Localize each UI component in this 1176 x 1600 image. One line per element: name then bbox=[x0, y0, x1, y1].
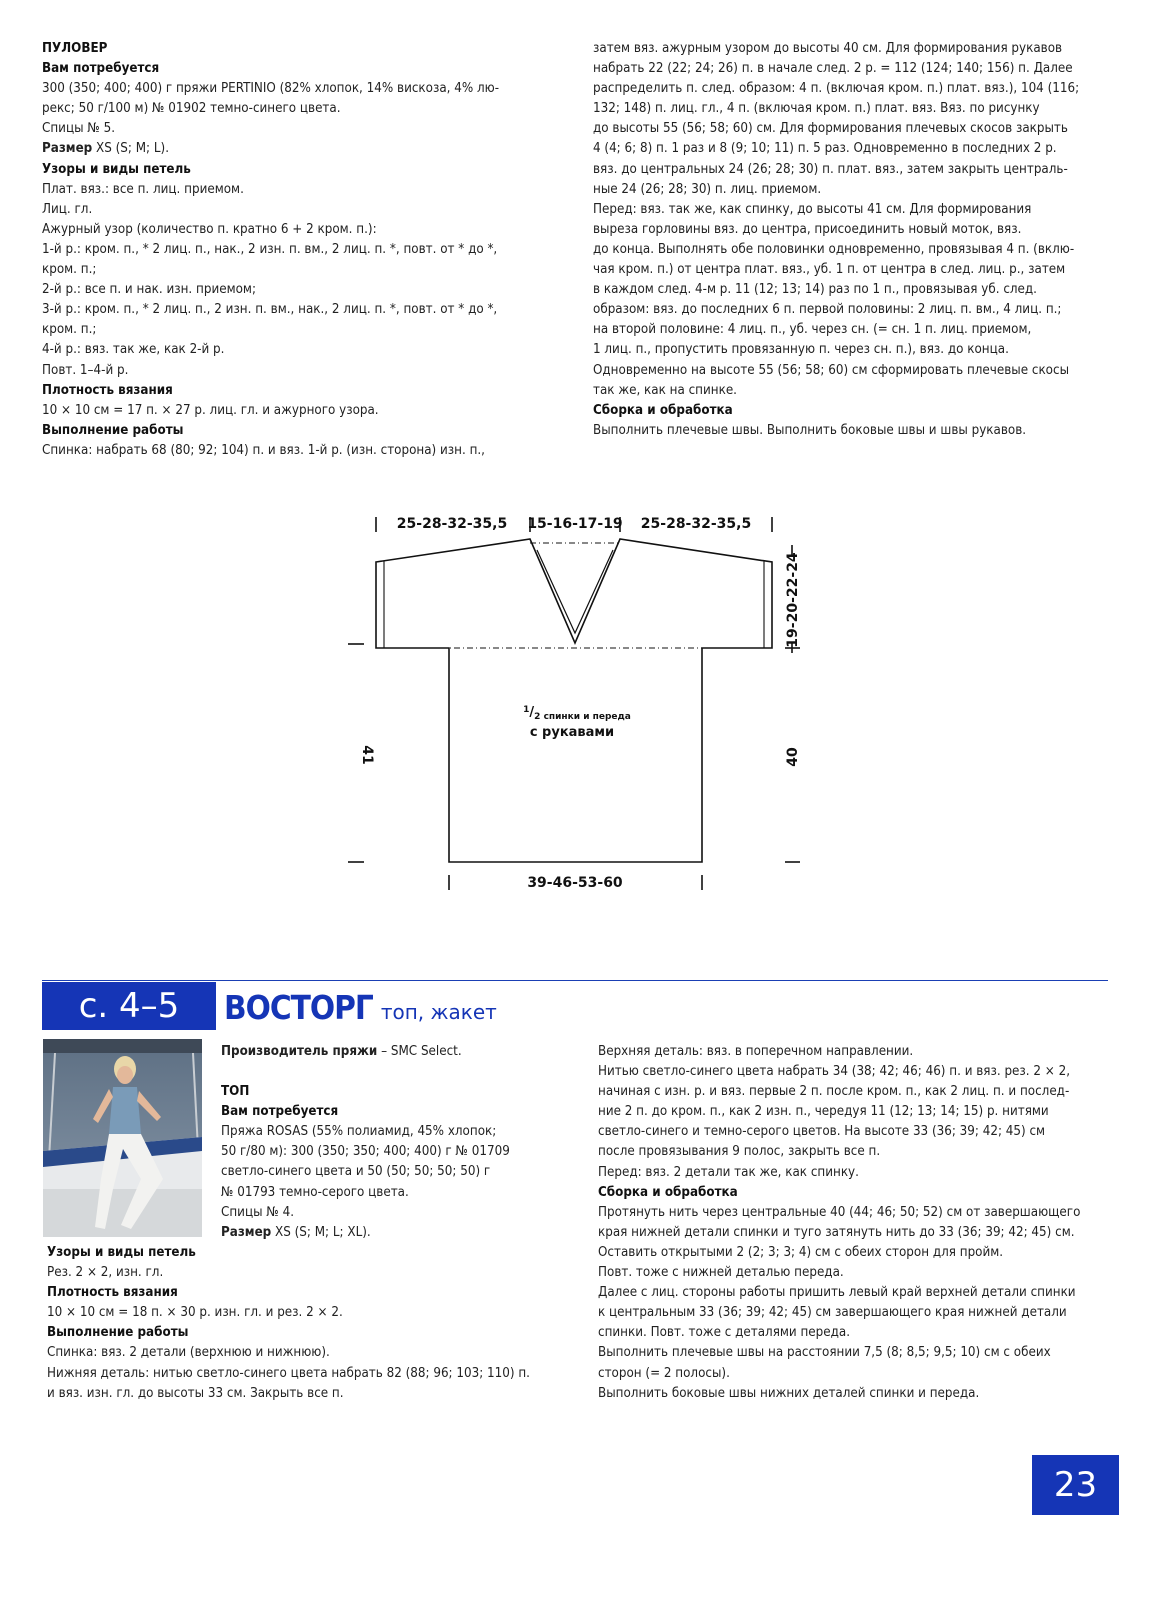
text-line: в каждом след. 4-м р. 11 (12; 13; 14) раз по 1 п., провязывая уб. след. bbox=[593, 282, 1037, 298]
text-line: набрать 22 (22; 24; 26) п. в начале след. 2 р. = 112 (124; 140; 156) п. Далее bbox=[593, 61, 1073, 77]
text-line: вяз. до центральных 24 (26; 28; 30) п. плат. вяз., затем закрыть централь- bbox=[593, 161, 1068, 177]
text-line: 300 (350; 400; 400) г пряжи PERTINIO (82% хлопок, 14% вискоза, 4% лю- bbox=[42, 81, 500, 97]
text-line: Оставить открытыми 2 (2; 3; 3; 4) см с обеих сторон для пройм. bbox=[598, 1244, 1004, 1260]
heading: ПУЛОВЕР bbox=[42, 41, 108, 56]
dim-top-mid: 15-16-17-19 bbox=[527, 516, 623, 532]
text-line: края нижней детали спинки и туго затянуть нить до 33 (36; 39; 42; 45) см. bbox=[598, 1224, 1075, 1240]
text-line: Нитью светло-синего цвета набрать 34 (38; 42; 46; 46) п. и вяз. рез. 2 × 2, bbox=[598, 1064, 1071, 1080]
text-line: рекс; 50 г/100 м) № 01902 темно-синего цвета. bbox=[42, 101, 341, 117]
text-line: до высоты 55 (56; 58; 60) см. Для формирования плечевых скосов закрыть bbox=[593, 121, 1068, 137]
text-line: чая кром. п.) от центра плат. вяз., уб. 1 п. от центра в след. лиц. р., затем bbox=[593, 262, 1066, 278]
page-ref-badge: с. 4–5 bbox=[42, 982, 216, 1030]
text-line: светло-синего и темно-серого цветов. На высоте 33 (36; 39; 42; 45) см bbox=[598, 1124, 1046, 1140]
text-line: затем вяз. ажурным узором до высоты 40 см. Для формирования рукавов bbox=[593, 41, 1063, 56]
subheading: Выполнение работы bbox=[47, 1325, 189, 1341]
text-line: Ажурный узор (количество п. кратно 6 + 2 кром. п.): bbox=[42, 221, 377, 237]
dim-top-left: 25-28-32-35,5 bbox=[396, 516, 508, 532]
subheading: Сборка и обработка bbox=[598, 1184, 738, 1200]
text-line: Одновременно на высоте 55 (56; 58; 60) см сформировать плечевые скосы bbox=[593, 362, 1070, 378]
text-line: Спицы № 5. bbox=[42, 121, 115, 137]
spacer bbox=[221, 1062, 581, 1082]
heading: ТОП bbox=[221, 1084, 250, 1100]
dim-bottom: 39-46-53-60 bbox=[527, 875, 623, 891]
text-line: начиная с изн. р. и вяз. первые 2 п. после кром. п., как 2 лиц. п. и послед- bbox=[598, 1084, 1070, 1100]
label: Производитель пряжи bbox=[221, 1044, 378, 1059]
dim-left-height: 41 bbox=[359, 745, 375, 765]
label: Размер bbox=[42, 141, 93, 157]
text-line: 1-й р.: кром. п., * 2 лиц. п., нак., 2 изн. п. вм., 2 лиц. п. *, повт. от * до *, bbox=[42, 241, 498, 257]
label: Размер bbox=[221, 1224, 272, 1240]
schema-drawing bbox=[340, 505, 820, 905]
text-line: на второй половине: 4 лиц. п., уб. через сн. (= сн. 1 п. лиц. приемом, bbox=[593, 322, 1032, 338]
text-line: 4-й р.: вяз. так же, как 2-й р. bbox=[42, 342, 225, 358]
value: – SMC Select. bbox=[377, 1044, 462, 1059]
subheading: Узоры и виды петель bbox=[47, 1245, 196, 1260]
text-line: ные 24 (26; 28; 30) п. лиц. приемом. bbox=[593, 181, 822, 197]
subheading: Сборка и обработка bbox=[593, 402, 733, 418]
subheading: Плотность вязания bbox=[47, 1285, 178, 1301]
text-line: Повт. 1–4-й р. bbox=[42, 362, 129, 378]
text-line: распределить п. след. образом: 4 п. (включая кром. п.) плат. вяз.), 104 (116; bbox=[593, 81, 1080, 97]
text-line: ние 2 п. до кром. п., как 2 изн. п., чередуя 11 (12; 13; 14; 15) р. нитями bbox=[598, 1104, 1049, 1120]
text-line: кром. п.; bbox=[42, 262, 97, 278]
text-line: к центральным 33 (36; 39; 42; 45) см завершающего края нижней детали bbox=[598, 1305, 1067, 1321]
text-line: после провязывания 9 полос, закрыть все п. bbox=[598, 1144, 881, 1160]
text-line: Далее с лиц. стороны работы пришить левый край верхней детали спинки bbox=[598, 1285, 1076, 1301]
text-line: 132; 148) п. лиц. гл., 4 п. (включая кром. п.) плат. вяз. Вяз. по рисунку bbox=[593, 101, 1040, 117]
text-line: выреза горловины вяз. до центра, присоединить новый моток, вяз. bbox=[593, 221, 1022, 237]
text-line: спинки. Повт. тоже с деталями переда. bbox=[598, 1325, 851, 1341]
text-line: Рез. 2 × 2, изн. гл. bbox=[47, 1265, 164, 1281]
text-line bbox=[221, 1042, 581, 1062]
text-line: 4 (4; 6; 8) п. 1 раз и 8 (9; 10; 11) п. 5 раз. Одновременно в последних 2 р. bbox=[593, 141, 1057, 157]
text-line: 10 × 10 см = 17 п. × 27 р. лиц. гл. и ажурного узора. bbox=[42, 402, 379, 418]
dim-right-height: 40 bbox=[785, 747, 801, 767]
text-line: светло-синего цвета и 50 (50; 50; 50; 50) г bbox=[221, 1164, 491, 1180]
subtitle: топ, жакет bbox=[380, 1000, 497, 1024]
value: XS (S; M; L). bbox=[92, 141, 170, 157]
pattern-schema bbox=[340, 505, 820, 905]
text-line: и вяз. изн. гл. до высоты 33 см. Закрыть все п. bbox=[47, 1385, 344, 1401]
page-number: 23 bbox=[1032, 1455, 1119, 1515]
text-line: Выполнить боковые швы нижних деталей спинки и переда. bbox=[598, 1385, 980, 1401]
text-line: 1 лиц. п., пропустить провязанную п. через сн. п.), вяз. до конца. bbox=[593, 342, 1009, 358]
text-line: Спицы № 4. bbox=[221, 1204, 294, 1220]
text-line: Пряжа ROSAS (55% полиамид, 45% хлопок; bbox=[221, 1124, 497, 1140]
text-line: Перед: вяз. 2 детали так же, как спинку. bbox=[598, 1164, 859, 1180]
text-line: 50 г/80 м): 300 (350; 350; 400; 400) г № 01709 bbox=[221, 1144, 510, 1160]
section-rule bbox=[42, 980, 1108, 981]
top-column-right bbox=[598, 1042, 1138, 1404]
text-line: Верхняя деталь: вяз. в поперечном направлении. bbox=[598, 1044, 914, 1059]
text-line bbox=[221, 1223, 581, 1243]
subheading: Плотность вязания bbox=[42, 382, 173, 398]
model-photo bbox=[43, 1039, 202, 1237]
title: ВОСТОРГ bbox=[224, 988, 373, 1027]
dim-top-right: 25-28-32-35,5 bbox=[640, 516, 752, 532]
value: XS (S; M; L; XL). bbox=[271, 1224, 371, 1240]
pullover-column-1 bbox=[42, 39, 562, 461]
neckline-inner bbox=[537, 550, 613, 633]
subheading: Выполнение работы bbox=[42, 422, 184, 438]
subheading: Узоры и виды петель bbox=[42, 161, 191, 177]
top-column-left bbox=[47, 1243, 587, 1404]
text-line bbox=[42, 139, 562, 159]
text-line: кром. п.; bbox=[42, 322, 97, 338]
text-line: Спинка: вяз. 2 детали (верхнюю и нижнюю). bbox=[47, 1345, 330, 1361]
pullover-column-2 bbox=[593, 39, 1133, 441]
garment-outline bbox=[376, 539, 772, 862]
text-line: 10 × 10 см = 18 п. × 30 р. изн. гл. и рез. 2 × 2. bbox=[47, 1305, 343, 1321]
text-line: Спинка: набрать 68 (80; 92; 104) п. и вяз. 1-й р. (изн. сторона) изн. п., bbox=[42, 442, 485, 458]
dim-right-upper: 19-20-22-24 bbox=[785, 552, 801, 648]
text-line: Плат. вяз.: все п. лиц. приемом. bbox=[42, 181, 244, 197]
text-line: 2-й р.: все п. и нак. изн. приемом; bbox=[42, 282, 256, 298]
text-line: Выполнить плечевые швы на расстоянии 7,5 (8; 8,5; 9,5; 10) см с обеих bbox=[598, 1345, 1051, 1361]
subheading: Вам потребуется bbox=[42, 61, 160, 77]
text-line: Повт. тоже с нижней деталью переда. bbox=[598, 1265, 844, 1281]
schema-center-line1: $^1/_{2 спинки и переда}$ bbox=[523, 705, 631, 722]
text-line: 3-й р.: кром. п., * 2 лиц. п., 2 изн. п. вм., нак., 2 лиц. п. *, повт. от * до *, bbox=[42, 302, 498, 318]
text-line: Нижняя деталь: нитью светло-синего цвета набрать 82 (88; 96; 103; 110) п. bbox=[47, 1365, 530, 1381]
text-line: Выполнить плечевые швы. Выполнить боковые швы и швы рукавов. bbox=[593, 422, 1027, 438]
text-line: образом: вяз. до последних 6 п. первой половины: 2 лиц. п. вм., 4 лиц. п.; bbox=[593, 302, 1062, 318]
subheading: Вам потребуется bbox=[221, 1104, 339, 1120]
top-column-intro bbox=[221, 1042, 581, 1243]
photo-drawing bbox=[43, 1039, 202, 1237]
section-title bbox=[224, 982, 497, 1030]
text-line: Лиц. гл. bbox=[42, 201, 93, 217]
text-line: Протянуть нить через центральные 40 (44; 46; 50; 52) см от завершающего bbox=[598, 1204, 1081, 1220]
schema-center-line2: с рукавами bbox=[529, 725, 615, 740]
text-line: до конца. Выполнять обе половинки одновременно, провязывая 4 п. (вклю- bbox=[593, 241, 1075, 257]
text-line: сторон (= 2 полосы). bbox=[598, 1365, 730, 1381]
text-line: Перед: вяз. так же, как спинку, до высоты 41 см. Для формирования bbox=[593, 201, 1032, 217]
text-line: так же, как на спинке. bbox=[593, 382, 737, 398]
text-line: № 01793 темно-серого цвета. bbox=[221, 1184, 409, 1200]
